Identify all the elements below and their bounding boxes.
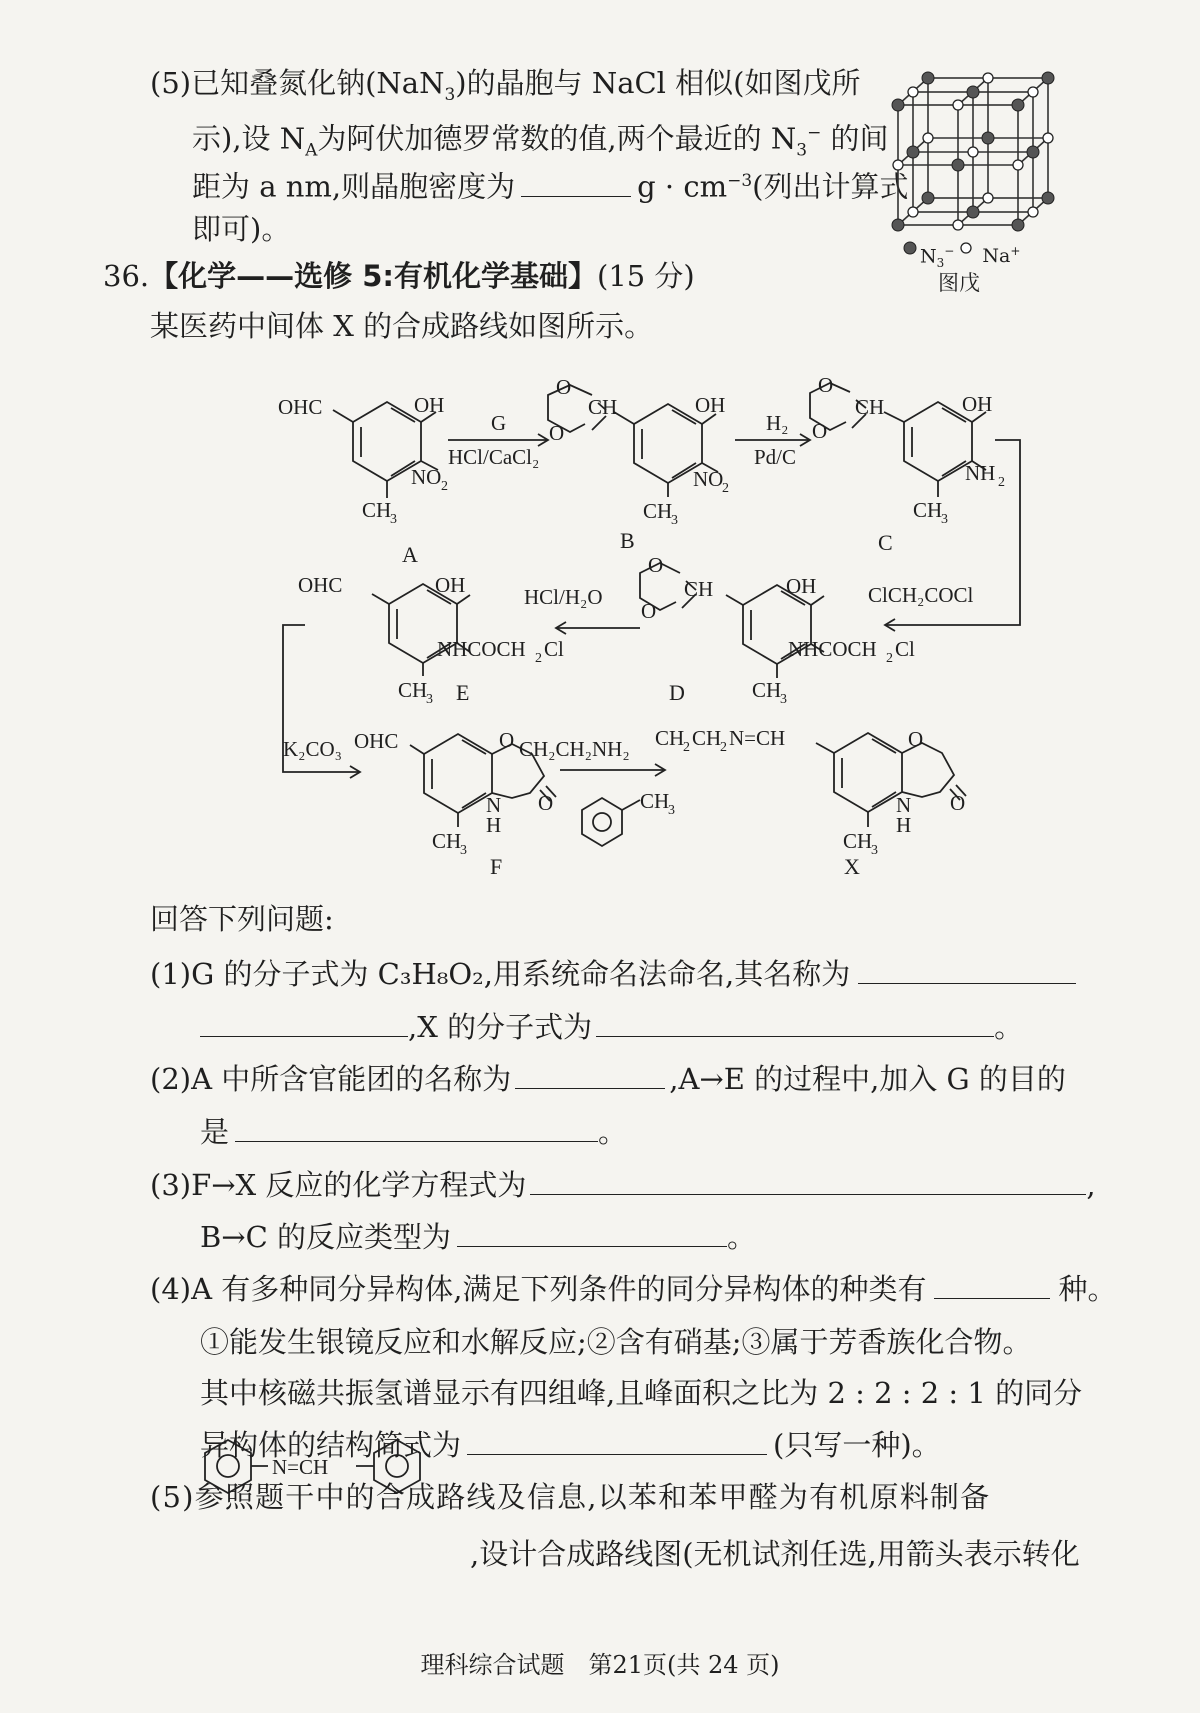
svg-text:OHC: OHC [278, 395, 323, 419]
svg-text:3: 3 [871, 843, 878, 858]
svg-text:NHCOCH: NHCOCH [437, 637, 526, 661]
svg-text:2: 2 [998, 475, 1005, 490]
svg-text:3: 3 [460, 843, 467, 858]
answer-blank [858, 955, 1076, 984]
svg-text:OH: OH [786, 574, 817, 598]
svg-text:O: O [538, 791, 554, 815]
reagent-de: HCl/H₂O [524, 585, 603, 609]
q35-5-line2: 示),设 $N_A$为阿伏加德罗常数的值,两个最近的 $N_3^-$ 的间 [192, 121, 889, 161]
q36-intro: 某医药中间体 X 的合成路线如图所示。 [150, 309, 654, 343]
svg-text:O: O [818, 373, 834, 397]
svg-text:CH: CH [640, 789, 670, 813]
svg-text:O: O [812, 419, 828, 443]
svg-text:2: 2 [683, 740, 690, 755]
label-a: A [402, 542, 418, 567]
fig-caption: 图戊 [938, 271, 980, 295]
reagent-ab-bottom: HCl/CaCl₂ [448, 445, 540, 469]
reagent-bc-bottom: Pd/C [754, 445, 797, 469]
svg-text:O: O [499, 728, 515, 752]
answer-blank [530, 1166, 1086, 1195]
svg-text:2: 2 [720, 740, 727, 755]
answer-blank [521, 168, 631, 197]
q35-5-line1: (5)已知叠氮化钠(NaN$_3$)的晶胞与 NaCl 相似(如图戊所 [150, 66, 861, 105]
svg-text:OH: OH [435, 573, 466, 597]
q36-heading: 36.【化学——选修 5:有机化学基础】(15 分) [103, 259, 695, 293]
svg-text:CH: CH [398, 678, 428, 702]
svg-text:NO: NO [693, 467, 724, 491]
label-f: F [490, 854, 503, 879]
svg-text:CH: CH [752, 678, 782, 702]
svg-text:CH: CH [855, 395, 885, 419]
questions-intro: 回答下列问题: [150, 902, 334, 936]
q3-line2: B→C 的反应类型为 。 [200, 1220, 757, 1254]
q4-line2: ①能发生银镜反应和水解反应;②含有硝基;③属于芳香族化合物。 [200, 1325, 1032, 1359]
svg-text:2: 2 [535, 651, 542, 666]
svg-text:CH: CH [913, 498, 943, 522]
q1-line2: ,X 的分子式为 。 [200, 1008, 1023, 1046]
reagent-fx: CH₂CH₂NH₂ [519, 737, 630, 761]
svg-text:2: 2 [886, 651, 893, 666]
label-x: X [844, 854, 860, 879]
svg-text:O: O [549, 421, 565, 445]
svg-text:3: 3 [426, 692, 433, 707]
reagent-ef: K₂CO₃ [283, 737, 342, 761]
svg-text:Cl: Cl [544, 637, 564, 661]
q2-line1: (2)A 中所含官能团的名称为 ,A→E 的过程中,加入 G 的目的 [150, 1062, 1066, 1096]
svg-text:NHCOCH: NHCOCH [788, 637, 877, 661]
svg-text:OH: OH [962, 392, 993, 416]
svg-text:CH: CH [362, 498, 392, 522]
svg-text:3: 3 [780, 692, 787, 707]
svg-text:O: O [908, 727, 924, 751]
q2-line2: 是 。 [200, 1115, 628, 1149]
svg-text:N: N [896, 793, 912, 817]
answer-blank [934, 1270, 1050, 1299]
svg-text:O: O [556, 375, 572, 399]
q35-5-line4: 即可)。 [192, 212, 291, 246]
label-b: B [620, 528, 635, 553]
q1-line1: (1)G 的分子式为 C₃H₈O₂,用系统命名法命名,其名称为 [150, 955, 1076, 993]
q3-line1: (3)F→X 反应的化学方程式为 , [150, 1168, 1096, 1202]
svg-text:3: 3 [671, 513, 678, 528]
svg-text:OH: OH [414, 393, 445, 417]
q4-line4: 异构体的结构简式为 (只写一种)。 [200, 1428, 941, 1462]
reagent-ab-top: G [491, 411, 507, 435]
answer-blank [596, 1008, 994, 1037]
q5-line2: ,设计合成路线图(无机试剂任选,用箭头表示转化 [470, 1537, 1080, 1571]
svg-text:CH: CH [655, 726, 685, 750]
q35-5-line3: 距为 a nm,则晶胞密度为 $g \cdot cm^{-3}$(列出计算式 [192, 169, 909, 204]
svg-text:3: 3 [668, 803, 675, 818]
answer-blank [200, 1008, 408, 1037]
svg-text:CH: CH [843, 829, 873, 853]
svg-text:O: O [641, 599, 657, 623]
svg-text:2: 2 [441, 479, 448, 494]
page-footer: 理科综合试题 第21页(共 24 页) [420, 1651, 780, 1679]
svg-text:CH: CH [692, 726, 722, 750]
answer-blank [515, 1060, 665, 1089]
svg-text:CH: CH [588, 395, 618, 419]
svg-text:OHC: OHC [354, 729, 399, 753]
svg-text:CH: CH [643, 499, 673, 523]
svg-text:H: H [896, 813, 912, 837]
q5-line1: (5)参照题干中的合成路线及信息,以苯和苯甲醛为有机原料制备 [150, 1480, 991, 1514]
svg-text:2: 2 [722, 481, 729, 496]
answer-blank [467, 1426, 767, 1455]
svg-text:3: 3 [941, 512, 948, 527]
reagent-bc-top: H₂ [766, 411, 789, 435]
svg-text:NO: NO [411, 465, 442, 489]
svg-text:O: O [950, 791, 966, 815]
reagent-cd: ClCH₂COCl [868, 583, 974, 607]
q4-line1: (4)A 有多种同分异构体,满足下列条件的同分异构体的种类有 种。 [150, 1272, 1117, 1306]
svg-text:O: O [648, 553, 664, 577]
svg-text:NH: NH [965, 461, 996, 485]
svg-text:OH: OH [695, 393, 726, 417]
svg-text:3: 3 [390, 512, 397, 527]
label-e: E [456, 680, 470, 705]
svg-text:N=CH: N=CH [729, 726, 786, 750]
svg-text:CH: CH [432, 829, 462, 853]
label-c: C [878, 530, 893, 555]
answer-blank [457, 1218, 727, 1247]
svg-text:OHC: OHC [298, 573, 343, 597]
answer-blank [235, 1113, 598, 1142]
crystal-legend: $N_3^-$ Na+ [920, 244, 1021, 271]
svg-text:CH: CH [684, 577, 714, 601]
q4-line3: 其中核磁共振氢谱显示有四组峰,且峰面积之比为 2 : 2 : 2 : 1 的同分 [200, 1376, 1083, 1410]
svg-text:Cl: Cl [895, 637, 915, 661]
label-d: D [669, 680, 685, 705]
svg-text:N: N [486, 793, 502, 817]
svg-text:N=CH: N=CH [272, 1455, 329, 1479]
svg-text:H: H [486, 813, 502, 837]
